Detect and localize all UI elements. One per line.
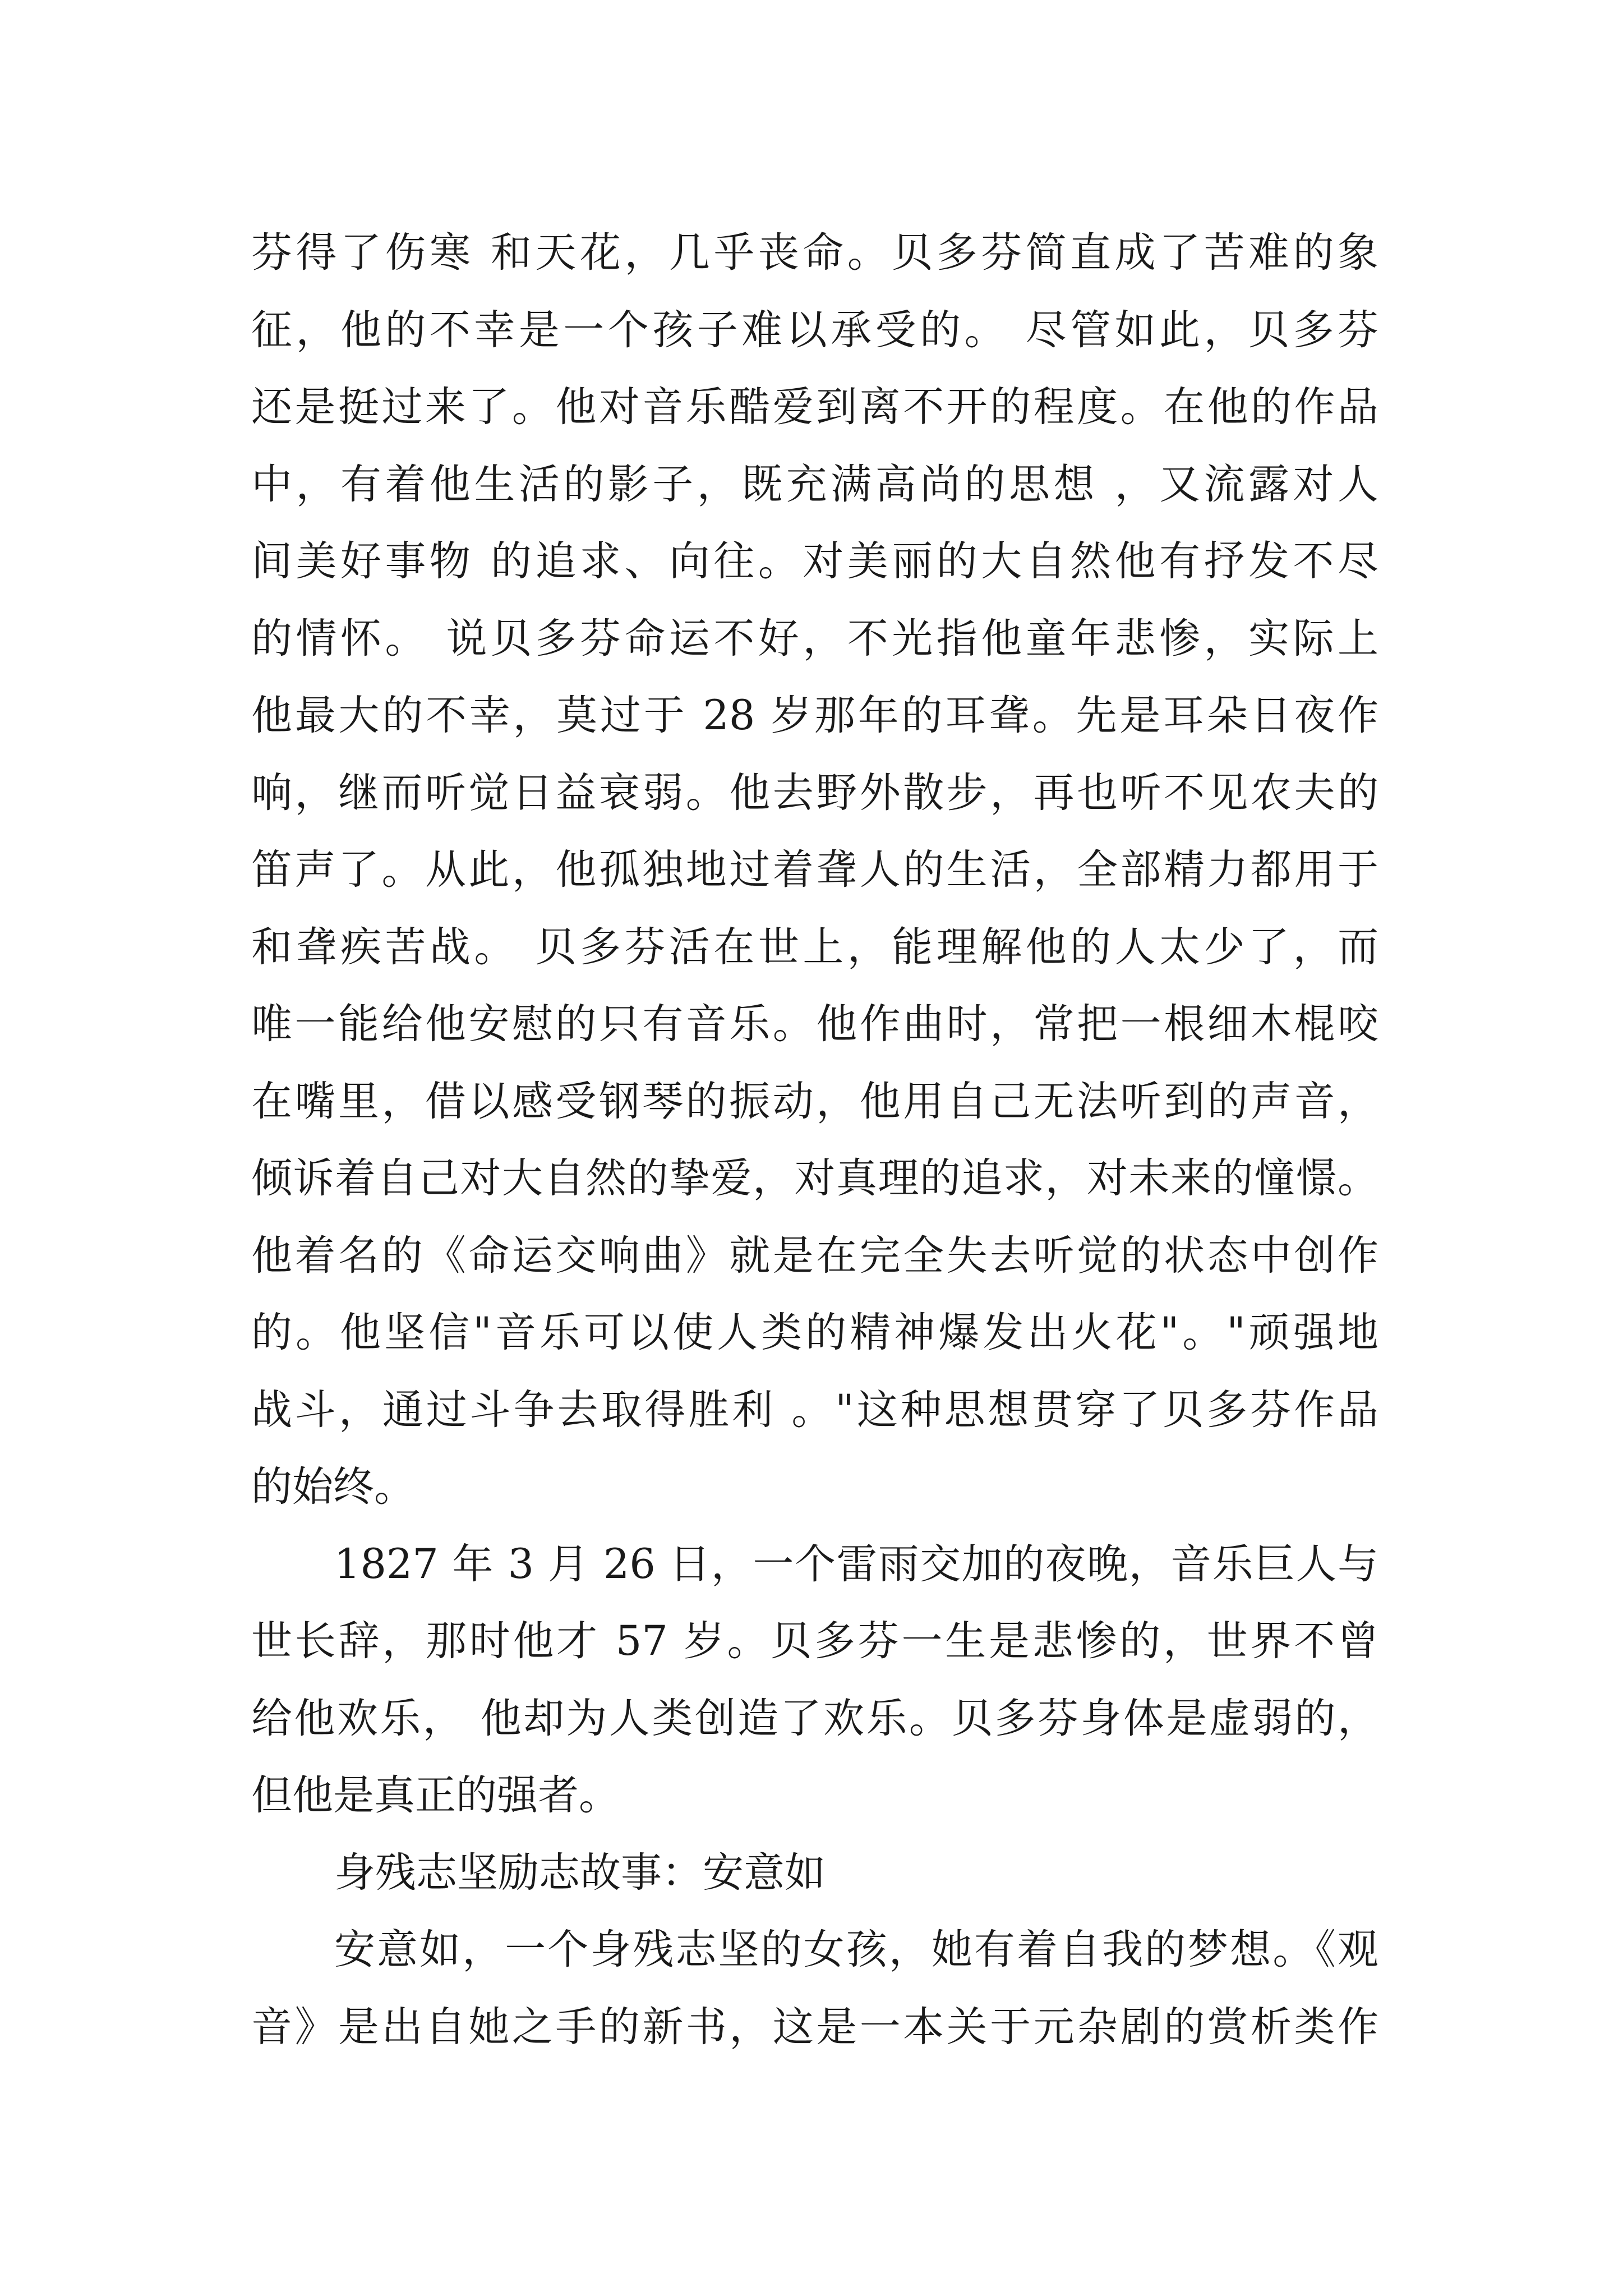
text-line: 的情怀。 说贝多芬命运不好，不光指他童年悲惨，实际上 bbox=[251, 614, 1378, 662]
text-line: 间美好事物 的追求、向往。对美丽的大自然他有抒发不尽 bbox=[251, 537, 1378, 585]
text-line: 笛声了。从此，他孤独地过着聋人的生活，全部精力都用于 bbox=[251, 846, 1378, 894]
document-body bbox=[251, 214, 1378, 2065]
text-line: 和聋疾苦战。 贝多芬活在世上，能理解他的人太少了，而 bbox=[251, 923, 1378, 971]
text-line: 唯一能给他安慰的只有音乐。他作曲时，常把一根细木棍咬 bbox=[251, 1000, 1378, 1048]
text-line: 给他欢乐， 他却为人类创造了欢乐。贝多芬身体是虚弱的， bbox=[251, 1694, 1378, 1742]
text-line: 中，有着他生活的影子，既充满高尚的思想 ，又流露对人 bbox=[251, 460, 1378, 508]
text-line: 安意如，一个身残志坚的女孩，她有着自我的梦想。《观 bbox=[334, 1926, 1378, 1973]
text-line: 还是挺过来了。他对音乐酷爱到离不开的程度。在他的作品 bbox=[251, 383, 1378, 431]
text-line: 倾诉着自己对大自然的挚爱，对真理的追求，对未来的憧憬。 bbox=[251, 1154, 1378, 1202]
text-line: 1827 年 3 月 26 日，一个雷雨交加的夜晚，音乐巨人与 bbox=[334, 1540, 1378, 1588]
section-heading: 身残志坚励志故事：安意如 bbox=[334, 1848, 826, 1897]
text-line: 的。他坚信"音乐可以使人类的精神爆发出火花"。"顽强地 bbox=[251, 1309, 1378, 1356]
text-line: 他最大的不幸，莫过于 28 岁那年的耳聋。先是耳朵日夜作 bbox=[251, 692, 1378, 739]
text-line: 世长辞，那时他才 57 岁。贝多芬一生是悲惨的，世界不曾 bbox=[251, 1617, 1378, 1665]
text-line: 响，继而听觉日益衰弱。他去野外散步，再也听不见农夫的 bbox=[251, 769, 1378, 817]
text-line: 他着名的《命运交响曲》就是在完全失去听觉的状态中创作 bbox=[251, 1231, 1378, 1280]
text-line: 战斗，通过斗争去取得胜利 。"这种思想贯穿了贝多芬作品 bbox=[251, 1386, 1378, 1434]
text-line: 但他是真正的强者。 bbox=[251, 1772, 620, 1819]
text-line: 音》是出自她之手的新书，这是一本关于元杂剧的赏析类作 bbox=[251, 2003, 1378, 2051]
text-line: 的始终。 bbox=[251, 1463, 415, 1511]
text-line: 芬得了伤寒 和天花，几乎丧命。贝多芬简直成了苦难的象 bbox=[251, 229, 1378, 277]
paragraph-beethoven-death bbox=[251, 1526, 1378, 1834]
text-line: 在嘴里，借以感受钢琴的振动，他用自己无法听到的声音， bbox=[251, 1077, 1378, 1125]
paragraph-an-yiru bbox=[251, 1911, 1378, 2065]
text-line: 征，他的不幸是一个孩子难以承受的。 尽管如此，贝多芬 bbox=[251, 306, 1378, 354]
paragraph-beethoven-life bbox=[251, 214, 1378, 1526]
